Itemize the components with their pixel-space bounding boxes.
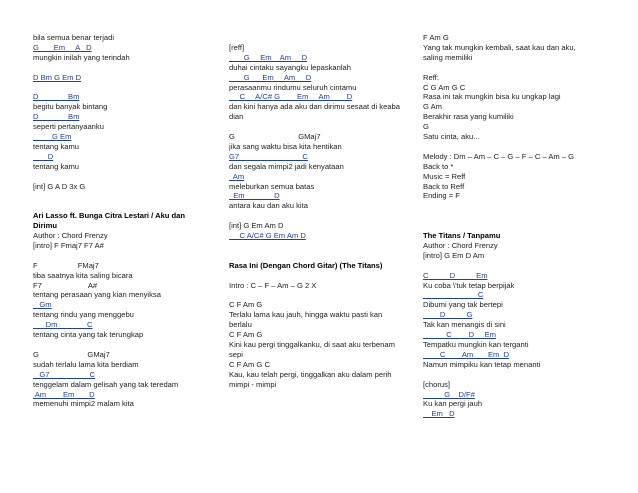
- chord-line: D Bm: [33, 112, 80, 122]
- lyric-line: F7 A#: [33, 280, 98, 290]
- blank-line: [229, 251, 417, 261]
- lyric-line: mimpi - mimpi: [229, 379, 277, 389]
- chord-line: Em D: [229, 191, 280, 201]
- blank-line: [423, 211, 623, 221]
- lyric-line: Back to Reff: [423, 181, 465, 191]
- chord-line: Em D: [423, 409, 455, 419]
- lyric-line: [int] G A D 3x G: [33, 181, 86, 191]
- lyrics-column-3: [423, 33, 623, 419]
- chord-line: C: [423, 290, 484, 300]
- lyric-line: Tempatku mungkin kan terganti: [423, 340, 529, 349]
- blank-line: [423, 142, 623, 152]
- lyric-line: [reff]: [229, 42, 245, 52]
- blank-line: [33, 340, 208, 350]
- chord-line: C A/C# G Em Am D: [229, 231, 306, 241]
- lyric-line: G GMaj7: [33, 349, 110, 359]
- chord-line: D Bm: [33, 92, 80, 102]
- lyric-line: dian: [229, 112, 244, 122]
- lyric-line: dan segala mimpi2 jadi kenyataan: [229, 161, 344, 171]
- blank-line: [229, 241, 417, 251]
- chord-line: G Em: [33, 132, 72, 142]
- lyric-line: C F Am G: [229, 300, 263, 310]
- lyric-line: tentang rindu yang menggebu: [33, 310, 134, 320]
- lyric-line: Yang tak mungkin kembali, saat kau dan aku,: [423, 42, 576, 52]
- blank-line: [423, 201, 623, 211]
- chord-line: G Em Am D: [229, 72, 312, 82]
- lyric-line: [chorus]: [423, 379, 451, 389]
- lyric-line: saling memiliki: [423, 52, 473, 62]
- lyric-line: dan kini hanya ada aku dan dirimu sesaat di keaba: [229, 102, 400, 112]
- lyric-line: Ku coba \'tuk tetap berpijak: [423, 280, 515, 290]
- blank-line: [33, 172, 208, 182]
- blank-line: [423, 221, 623, 231]
- lyric-line: tentang kamu: [33, 161, 80, 171]
- lyric-line: tentang perasaan yang kian menyiksa: [33, 290, 161, 300]
- lyric-line: Berakhir rasa yang kumiliki: [423, 112, 514, 122]
- lyric-line: Music = Reff: [423, 171, 466, 181]
- lyric-line: Satu cinta, aku...: [423, 132, 480, 142]
- lyric-line: memenuhi mimpi2 malam kita: [33, 399, 134, 409]
- lyric-line: Namun mimpiku kan tetap menanti: [423, 359, 541, 369]
- lyric-line: Author : Chord Frenzy: [423, 240, 498, 250]
- lyric-line: Melody : Dm – Am – C – G – F – C – Am – G: [423, 151, 575, 161]
- blank-line: [33, 63, 208, 73]
- lyric-line: Reff:: [423, 72, 439, 82]
- chord-line: Am: [229, 171, 245, 181]
- lyric-line: duhai cintaku sayangku lepaskanlah: [229, 62, 352, 72]
- lyric-line: sudah terlalu lama kita berdiam: [33, 359, 139, 369]
- lyric-line: C F Am G: [229, 330, 263, 340]
- chord-line: G D/F#: [423, 389, 475, 399]
- lyric-line: Terlalu lama kau jauh, hingga waktu pasti kan: [229, 310, 383, 320]
- chord-line: D G: [423, 310, 473, 320]
- blank-line: [423, 261, 623, 271]
- blank-line: [33, 201, 208, 211]
- lyric-line: F Am G: [423, 33, 449, 42]
- lyric-line: Dibumi yang tak bertepi: [423, 300, 503, 310]
- lyric-line: mungkin inilah yang terindah: [33, 52, 130, 62]
- chord-line: G Em A D: [33, 42, 92, 52]
- lyric-line: [int] G Em Am D: [229, 221, 284, 231]
- lyric-line: Rasa ini tak mungkin bisa ku ungkap lagi: [423, 92, 561, 102]
- chord-line: G7 C: [229, 151, 308, 161]
- lyric-line: F FMaj7: [33, 260, 99, 270]
- song-title: Rasa Ini (Dengan Chord Gitar) (The Titans): [229, 260, 383, 270]
- lyric-line: Ending = F: [423, 191, 460, 201]
- lyric-line: sepi: [229, 349, 243, 359]
- lyric-line: tenggelam dalam gelisah yang tak teredam: [33, 379, 179, 389]
- lyric-line: meleburkan semua batas: [229, 181, 315, 191]
- chord-line: G7 C: [33, 369, 96, 379]
- lyric-line: [intro] G Em D Am: [423, 250, 485, 260]
- lyric-line: C F Am G C: [229, 359, 270, 369]
- lyric-line: [intro] F Fmaj7 F7 A#: [33, 240, 104, 250]
- chord-line: D: [33, 151, 54, 161]
- song-title: Ari Lasso ft. Bunga Citra Lestari / Aku dan: [33, 211, 186, 221]
- lyric-line: begitu banyak bintang: [33, 102, 108, 112]
- chord-line: G Em Am D: [229, 52, 308, 62]
- lyric-line: berlalu: [229, 320, 252, 330]
- lyric-line: Kini kau pergi tinggalkanku, di saat aku terbenam: [229, 339, 395, 349]
- blank-line: [229, 33, 417, 43]
- lyric-line: Tak kan menangis di sini: [423, 320, 506, 330]
- chord-line: C D Em: [423, 270, 488, 280]
- lyrics-column-1: [33, 33, 208, 409]
- lyric-line: antara kau dan aku kita: [229, 201, 308, 211]
- blank-line: [229, 271, 417, 281]
- lyric-line: G: [423, 122, 429, 132]
- blank-line: [229, 122, 417, 132]
- lyric-line: jika sang waktu bisa kita hentikan: [229, 141, 342, 151]
- lyric-line: G GMaj7: [229, 132, 321, 142]
- chord-line: C A/C# G Em Am D: [229, 92, 353, 102]
- chord-line: C Am Em D: [423, 349, 510, 359]
- lyric-line: Back to *: [423, 161, 454, 171]
- chord-line: C D Em: [423, 330, 496, 340]
- song-title: Dirimu: [33, 221, 58, 231]
- lyric-line: perasaanmu rindumu seluruh cintamu: [229, 82, 357, 92]
- song-title: The Titans / Tanpamu: [423, 231, 501, 241]
- blank-line: [33, 83, 208, 93]
- lyric-line: tentang kamu: [33, 141, 80, 151]
- chord-line: Gm: [33, 300, 52, 310]
- blank-line: [423, 370, 623, 380]
- lyric-line: tiba saatnya kita saling bicara: [33, 270, 133, 280]
- blank-line: [229, 290, 417, 300]
- blank-line: [33, 251, 208, 261]
- lyric-line: G Am: [423, 102, 442, 112]
- lyrics-column-2: [229, 33, 417, 390]
- lyric-line: Intro : C – F – Am – G 2 X: [229, 280, 317, 290]
- lyric-line: seperti pertanyaanku: [33, 122, 104, 132]
- lyric-line: Ku kan pergi jauh: [423, 399, 483, 409]
- lyric-line: C G Am G C: [423, 82, 466, 92]
- chord-line: D Bm G Em D: [33, 72, 82, 82]
- blank-line: [229, 211, 417, 221]
- chord-line: Dm C: [33, 320, 93, 330]
- lyric-line: Kau, kau telah pergi, tinggalkan aku dalam perih: [229, 369, 392, 379]
- blank-line: [33, 191, 208, 201]
- lyric-line: tentang cinta yang tak terungkap: [33, 330, 144, 340]
- chord-line: Am Em D: [33, 389, 95, 399]
- blank-line: [423, 63, 623, 73]
- lyric-line: Author : Chord Frenzy: [33, 231, 108, 241]
- lyric-line: bila semua benar terjadi: [33, 33, 115, 42]
